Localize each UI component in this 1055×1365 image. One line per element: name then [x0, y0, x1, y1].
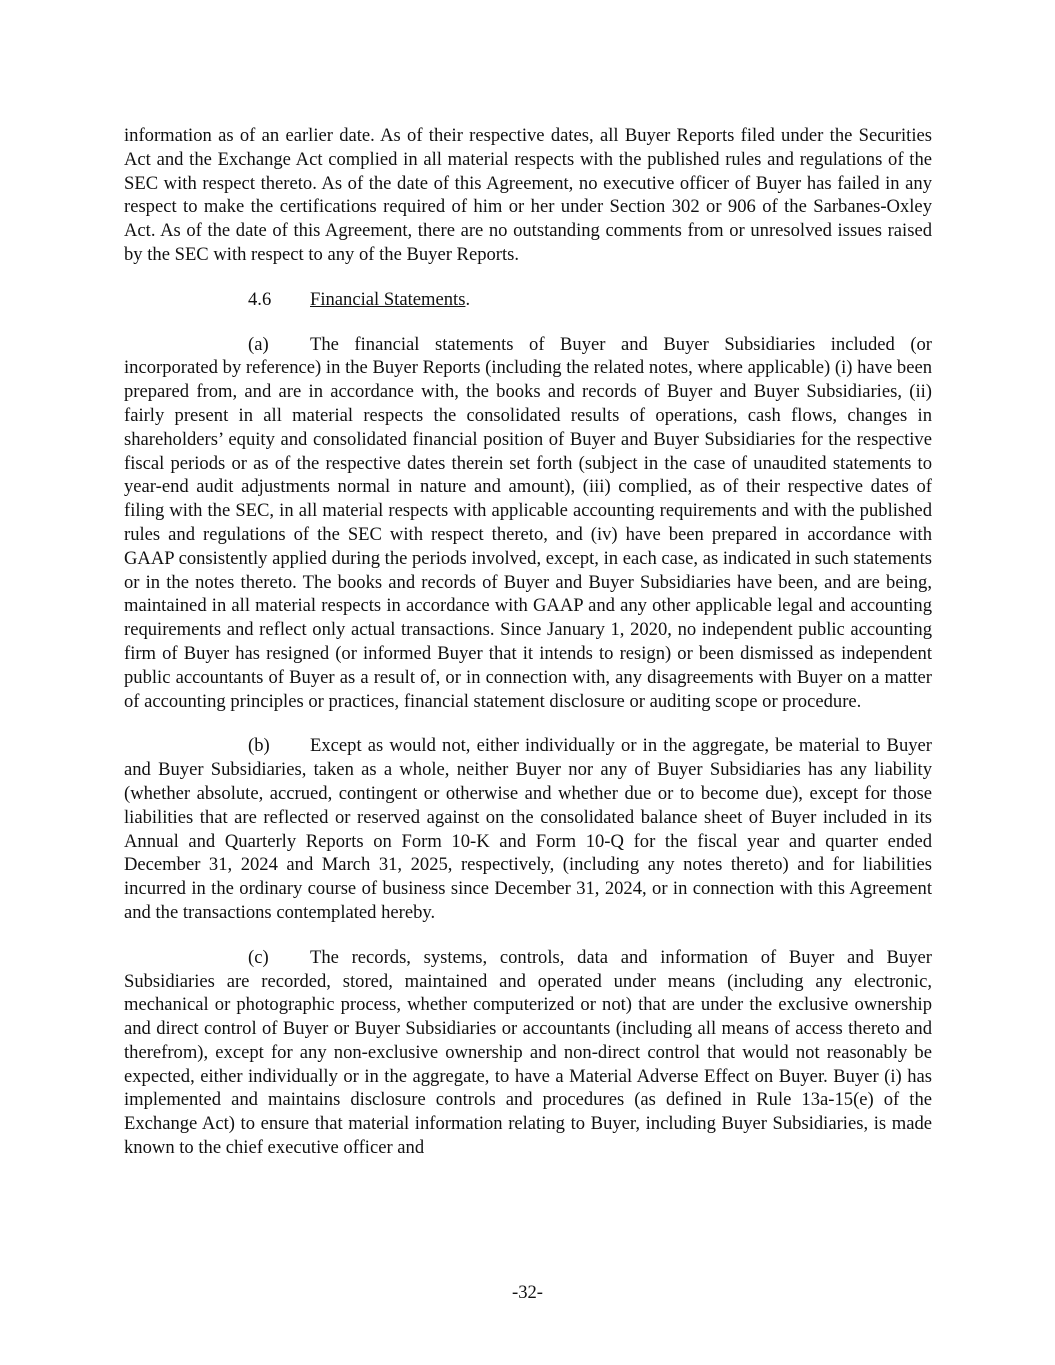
subsection-a	[124, 333, 932, 714]
subsection-c	[124, 946, 932, 1160]
section-title-punct: .	[465, 288, 471, 310]
subsection-c-label: (c)	[248, 946, 269, 968]
section-number: 4.6	[248, 288, 272, 310]
intro-paragraph: information as of an earlier date. As of their respective dates, all Buyer Reports filed under the Securities Act and the Exchange Act complied in all material respects with the published rules and regulations of the SEC with respect thereto. As of the date of this Agreement, no executive officer of Buyer has failed in any respect to make the certifications required of him or her under Section 302 or 906 of the Sarbanes-Oxley Act. As of the date of this Agreement, there are no outstanding comments from or unresolved issues raised by the SEC with respect to any of the Buyer Reports.	[124, 125, 932, 265]
subsection-b-text: Except as would not, either individually or in the aggregate, be material to Buyer and Buyer Subsidiaries, taken as a whole, neither Buyer nor any of Buyer Subsidiaries has any liability (whether absolute, accrued, contingent or otherwise and whether due or to become due), except for those liabilities that are reflected or reserved against on the consolidated balance sheet of Buyer included in its Annual and Quarterly Reports on Form 10-K and Form 10-Q for the fiscal year and quarter ended December 31, 2024 and March 31, 2025, respectively, (including any notes thereto) and for liabilities incurred in the ordinary course of business since December 31, 2024, or in connection with this Agreement and the transactions contemplated hereby.	[124, 735, 932, 923]
section-title: Financial Statements	[310, 288, 466, 310]
section-heading	[124, 288, 932, 312]
subsection-b	[124, 734, 932, 924]
page-number: -32-	[512, 1282, 543, 1303]
subsection-a-label: (a)	[248, 333, 269, 355]
subsection-a-text: The financial statements of Buyer and Buyer Subsidiaries included (or incorporated by reference) in the Buyer Reports (including the related notes, where applicable) (i) have been prepared from, and are in accordance with, the books and records of Buyer and Buyer Subsidiaries, (ii) fairly present in all material respects the consolidated results of operations, cash flows, changes in shareholders’ equity and consolidated financial position of Buyer and Buyer Subsidiaries for the respective fiscal periods or as of the respective dates therein set forth (subject in the case of unaudited statements to year-end audit adjustments normal in nature and amount), (iii) complied, as of their respective dates of filing with the SEC, in all material respects with applicable accounting requirements and with the published rules and regulations of the SEC with respect thereto, and (iv) have been prepared in accordance with GAAP consistently applied during the periods involved, except, in each case, as indicated in such statements or in the notes thereto. The books and records of Buyer and Buyer Subsidiaries have been, and are being, maintained in all material respects in accordance with GAAP and any other applicable legal and accounting requirements and reflect only actual transactions. Since January 1, 2020, no independent public accounting firm of Buyer has resigned (or informed Buyer that it intends to resign) or been dismissed as independent public accountants of Buyer as a result of, or in connection with, any disagreements with Buyer on a matter of accounting principles or practices, financial statement disclosure or auditing scope or procedure.	[124, 333, 932, 712]
document-page	[124, 124, 932, 1181]
subsection-b-label: (b)	[248, 735, 270, 757]
subsection-c-text: The records, systems, controls, data and information of Buyer and Buyer Subsidiaries are recorded, stored, maintained and operated under means (including any electronic, mechanical or photographic process, whether computerized or not) that are under the exclusive ownership and direct control of Buyer or Buyer Subsidiaries or accountants (including all means of access thereto and therefrom), except for any non-exclusive ownership and non-direct control that would not reasonably be expected, either individually or in the aggregate, to have a Material Adverse Effect on Buyer. Buyer (i) has implemented and maintains disclosure controls and procedures (as defined in Rule 13a-15(e) of the Exchange Act) to ensure that material information relating to Buyer, including Buyer Subsidiaries, is made known to the chief executive officer and	[124, 946, 932, 1159]
